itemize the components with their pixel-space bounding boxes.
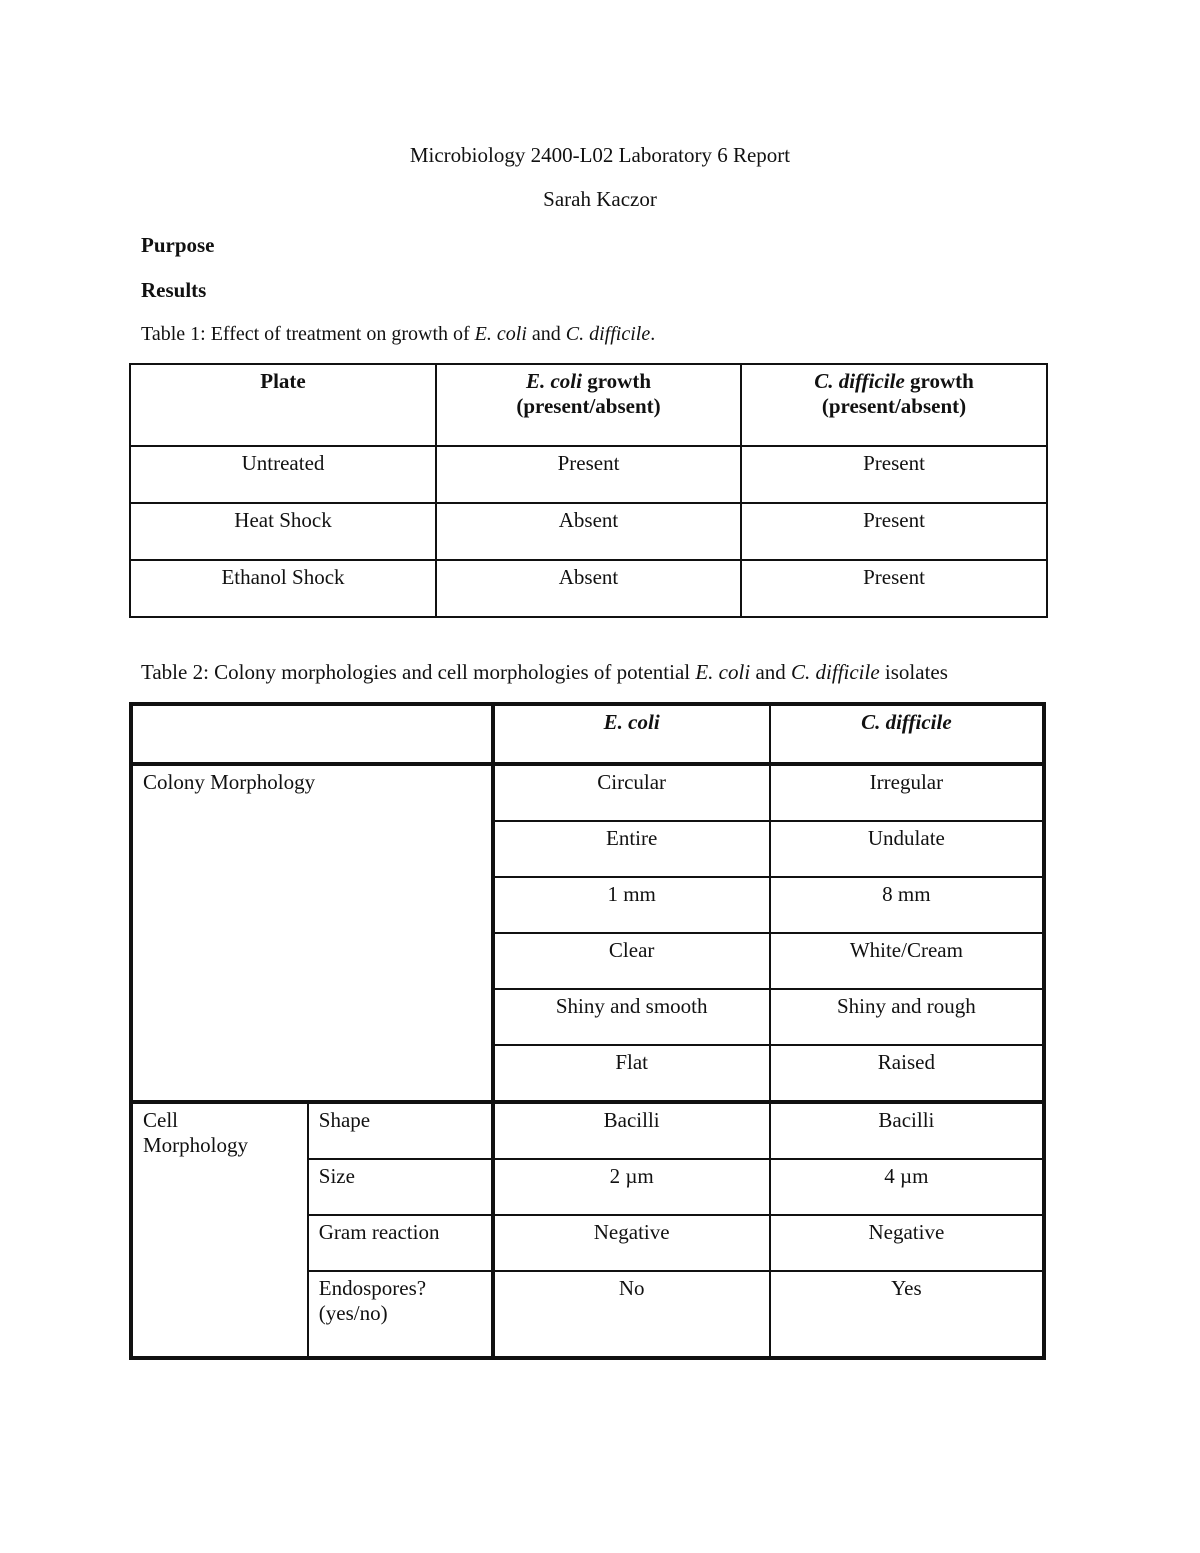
table1-header-ecoli-organism: E. coli [525,369,582,393]
table1-cell-cdiff: Present [741,560,1047,617]
table2-caption-organism-ecoli: E. coli [695,660,751,684]
table2-header-row [131,704,1044,764]
table1-cell-ecoli: Absent [436,560,741,617]
colony-cell-ecoli: Entire [493,821,770,877]
cell-morphology-label [131,1102,308,1358]
table1-caption-organism-cdiff: C. difficile [565,323,651,345]
colony-cell-ecoli: Clear [493,933,770,989]
cell-value-ecoli: No [493,1271,770,1358]
table1-caption-suffix: . [650,323,656,345]
table1-cell-plate: Heat Shock [130,503,436,560]
cell-value-ecoli: 2 µm [493,1159,770,1215]
table2-caption-organism-cdiff: C. difficile [791,660,880,684]
table2-caption-and: and [750,660,792,684]
table1-caption-prefix: Table 1: Effect of treatment on growth of [141,323,475,345]
colony-cell-ecoli: 1 mm [493,877,770,933]
table1-header-cdiff-growth: growth [904,369,974,393]
cell-attribute: Shape [308,1102,493,1159]
results-heading: Results [141,278,207,302]
table1-cell-ecoli: Present [436,446,741,503]
table-row [131,764,1044,821]
table1-cell-cdiff: Present [741,503,1047,560]
table1-header-plate: Plate [130,364,436,446]
table1-header-cdiff-line2: (present/absent) [821,394,967,418]
cell-morphology-label-line1: Cell [143,1108,178,1132]
table1-caption-organism-ecoli: E. coli [474,323,527,345]
table1-cell-plate: Untreated [130,446,436,503]
report-title: Microbiology 2400-L02 Laboratory 6 Report [409,143,791,167]
cell-value-cdiff: Yes [770,1271,1044,1358]
table2-morphology-table [129,702,1046,1360]
cell-value-cdiff: Bacilli [770,1102,1044,1159]
colony-cell-cdiff: White/Cream [770,933,1044,989]
table1-header-ecoli-growth: growth [581,369,652,393]
table1-caption-and: and [526,323,566,345]
table1-caption [141,323,655,346]
table1-header-cdiff-organism: C. difficile [814,369,905,393]
table1-growth-table [129,363,1048,618]
table1-header-ecoli-line2: (present/absent) [516,394,661,418]
cell-attribute-line2: (yes/no) [318,1301,388,1325]
colony-morphology-label: Colony Morphology [131,764,493,1102]
colony-cell-cdiff: Raised [770,1045,1044,1102]
table2-header-cdiff: C. difficile [770,704,1044,764]
table1-cell-plate: Ethanol Shock [130,560,436,617]
table1-header-ecoli [436,364,741,446]
table-row [130,560,1047,617]
cell-value-ecoli: Bacilli [493,1102,770,1159]
cell-value-cdiff: 4 µm [770,1159,1044,1215]
colony-cell-cdiff: Shiny and rough [770,989,1044,1045]
colony-cell-cdiff: Undulate [770,821,1044,877]
table1-cell-cdiff: Present [741,446,1047,503]
table2-header-ecoli: E. coli [493,704,770,764]
cell-value-ecoli: Negative [493,1215,770,1271]
cell-attribute [308,1271,493,1358]
table-row [131,1102,1044,1159]
table2-header-empty [131,704,493,764]
table1-header-cdiff [741,364,1047,446]
cell-attribute-line1: Endospores? [318,1276,427,1300]
table-row [130,503,1047,560]
purpose-heading: Purpose [141,233,215,257]
colony-cell-ecoli: Shiny and smooth [493,989,770,1045]
table2-caption [141,660,948,685]
table2-caption-prefix: Table 2: Colony morphologies and cell morphologies of potential [141,660,696,684]
colony-cell-cdiff: Irregular [770,764,1044,821]
colony-cell-cdiff: 8 mm [770,877,1044,933]
author-name: Sarah Kaczor [543,187,657,211]
table2-caption-suffix: isolates [879,660,948,684]
table1-cell-ecoli: Absent [436,503,741,560]
colony-cell-ecoli: Flat [493,1045,770,1102]
table-row [130,446,1047,503]
table1-header-row [130,364,1047,446]
cell-attribute: Gram reaction [308,1215,493,1271]
cell-attribute: Size [308,1159,493,1215]
cell-morphology-label-line2: Morphology [143,1133,248,1157]
cell-value-cdiff: Negative [770,1215,1044,1271]
colony-cell-ecoli: Circular [493,764,770,821]
